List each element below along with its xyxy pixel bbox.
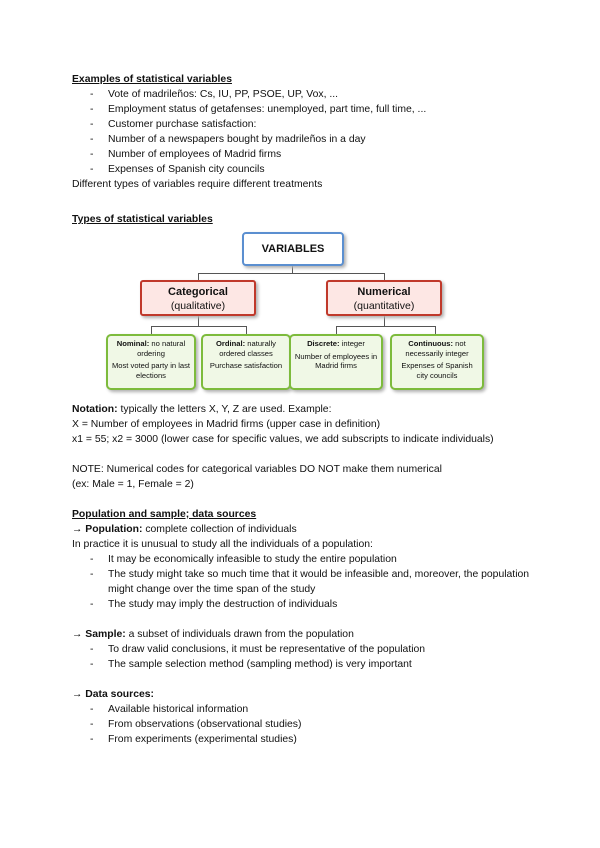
continuous-name: Continuous: <box>408 339 454 348</box>
note-line-2: (ex: Male = 1, Female = 2) <box>72 479 194 490</box>
diagram-numerical <box>326 280 442 316</box>
examples-note: Different types of variables require different treatments <box>72 179 323 190</box>
discrete-name: Discrete: <box>307 339 340 348</box>
ordinal-desc: naturally ordered classes <box>219 339 276 358</box>
list-item: - The sample selection method (sampling method) is very important <box>72 657 542 672</box>
population-definition <box>72 522 542 537</box>
list-item: - It may be economically infeasible to study the entire population <box>72 552 542 567</box>
examples-list <box>72 87 542 177</box>
list-item: - The study might take so much time that it would be infeasible and, moreover, the population might change over the time span of the study <box>72 567 542 597</box>
notation-line-3: x1 = 55; x2 = 3000 (lower case for specific values, we add subscripts to indicate individuals) <box>72 434 494 445</box>
notation-line-2: X = Number of employees in Madrid firms (upper case in definition) <box>72 419 381 430</box>
diagram-categorical <box>140 280 256 316</box>
continuous-desc: not necessarily integer <box>405 339 469 358</box>
population-text: complete collection of individuals <box>145 524 297 535</box>
list-item: - The study may imply the destruction of individuals <box>72 597 542 612</box>
sample-definition <box>72 627 542 642</box>
document-page <box>72 72 542 747</box>
variables-diagram <box>72 232 542 392</box>
note-line-1: NOTE: Numerical codes for categorical variables DO NOT make them numerical <box>72 464 442 475</box>
sample-label: → Sample: <box>72 629 126 640</box>
list-item: - Number of a newspapers bought by madrileños in a day <box>72 132 542 147</box>
discrete-example: Number of employees in Madrid firms <box>294 351 378 370</box>
diagram-nominal <box>106 334 196 390</box>
sample-text: a subset of individuals drawn from the population <box>128 629 354 640</box>
ordinal-example: Purchase satisfaction <box>209 361 283 370</box>
population-intro: In practice it is unusual to study all the individuals of a population: <box>72 539 373 550</box>
notation-label: Notation: <box>72 404 118 415</box>
sample-list <box>72 642 542 672</box>
categorical-subtitle: (qualitative) <box>170 300 226 312</box>
ordinal-name: Ordinal: <box>216 339 246 348</box>
examples-heading: Examples of statistical variables <box>72 74 232 85</box>
diagram-continuous <box>390 334 484 390</box>
discrete-desc: integer <box>341 339 365 348</box>
categorical-title: Categorical <box>168 286 228 298</box>
diagram-discrete <box>289 334 383 390</box>
sources-heading <box>72 687 542 702</box>
numerical-title: Numerical <box>357 286 411 298</box>
sources-list <box>72 702 542 747</box>
list-item: - Employment status of getafenses: unemployed, part time, full time, ... <box>72 102 542 117</box>
population-label: → Population: <box>72 524 143 535</box>
list-item: - Expenses of Spanish city councils <box>72 162 542 177</box>
notation-text: typically the letters X, Y, Z are used. Example: <box>120 404 332 415</box>
list-item: - To draw valid conclusions, it must be representative of the population <box>72 642 542 657</box>
list-item: - From observations (observational studies) <box>72 717 542 732</box>
numerical-subtitle: (quantitative) <box>353 300 415 312</box>
list-item: - Number of employees of Madrid firms <box>72 147 542 162</box>
nominal-desc: no natural ordering <box>137 339 186 358</box>
diagram-ordinal <box>201 334 291 390</box>
population-list <box>72 552 542 612</box>
list-item: - Available historical information <box>72 702 542 717</box>
continuous-example: Expenses of Spanish city councils <box>401 361 473 380</box>
types-heading: Types of statistical variables <box>72 214 213 225</box>
nominal-example: Most voted party in last elections <box>111 361 191 380</box>
population-heading: Population and sample; data sources <box>72 509 257 520</box>
list-item: - Customer purchase satisfaction: <box>72 117 542 132</box>
diagram-root-variables: VARIABLES <box>242 232 344 266</box>
list-item: - Vote of madrileños: Cs, IU, PP, PSOE, UP, Vox, ... <box>72 87 542 102</box>
notation-line <box>72 402 542 417</box>
list-item: - From experiments (experimental studies) <box>72 732 542 747</box>
sources-label: → Data sources: <box>72 689 154 700</box>
nominal-name: Nominal: <box>116 339 150 348</box>
